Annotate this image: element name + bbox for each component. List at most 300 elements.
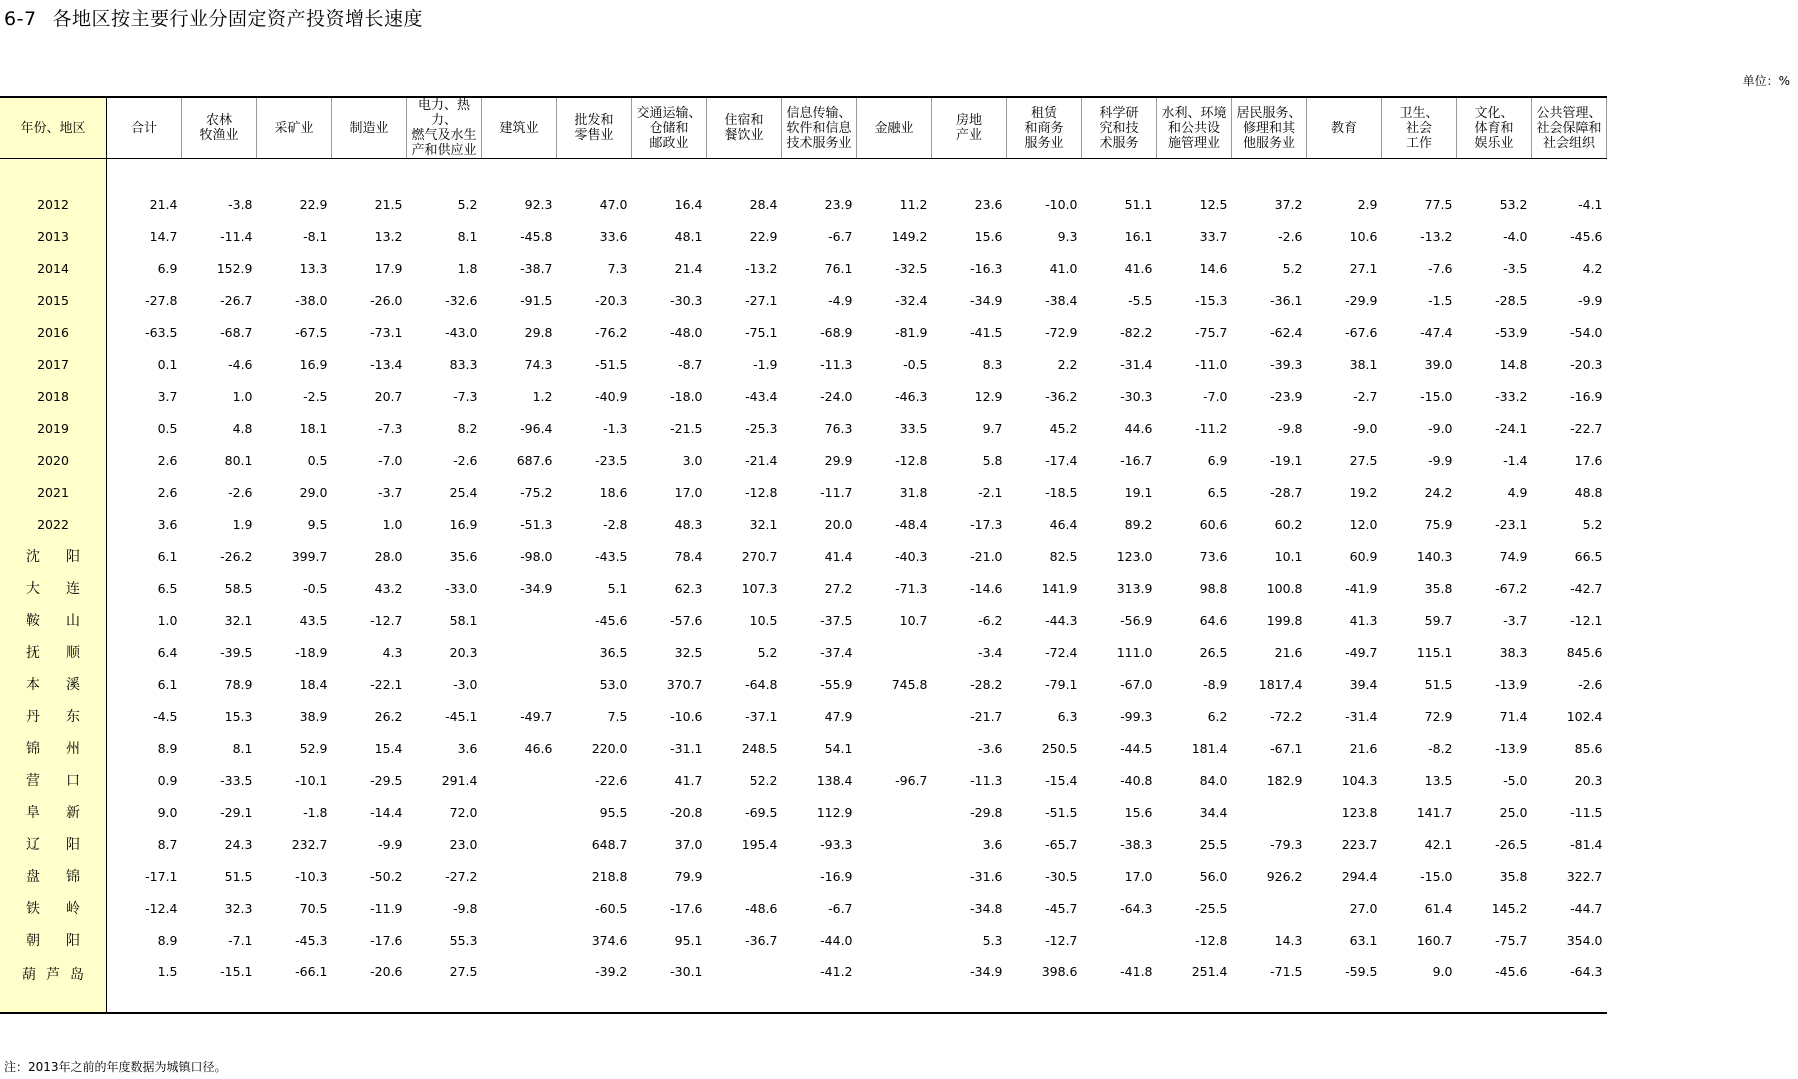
table-cell: 8.7 bbox=[157, 836, 178, 852]
table-cell: 58.1 bbox=[449, 612, 478, 628]
table-cell: 98.8 bbox=[1199, 580, 1228, 596]
table-cell: 47.9 bbox=[824, 708, 853, 724]
column-header-line: 合计 bbox=[130, 120, 157, 136]
table-cell: -7.3 bbox=[453, 388, 478, 404]
table-cell: 34.4 bbox=[1199, 804, 1228, 820]
table-cell: 14.7 bbox=[149, 228, 178, 244]
table-cell: -40.9 bbox=[595, 388, 628, 404]
table-cell: 10.5 bbox=[749, 612, 778, 628]
table-cell: 9.0 bbox=[157, 804, 178, 820]
table-cell: -8.1 bbox=[303, 228, 328, 244]
row-label: 2019 bbox=[0, 412, 107, 444]
footnote: 注：2013年之前的年度数据为城镇口径。 bbox=[4, 1060, 227, 1074]
table-cell: 60.2 bbox=[1274, 516, 1303, 532]
table-cell: 39.0 bbox=[1424, 356, 1453, 372]
table-cell: -71.3 bbox=[895, 580, 928, 596]
row-label: 辽阳 bbox=[0, 828, 107, 860]
table-cell: 48.3 bbox=[674, 516, 703, 532]
table-cell: -45.3 bbox=[295, 932, 328, 948]
table-row bbox=[0, 220, 1607, 252]
table-cell: -28.2 bbox=[970, 676, 1003, 692]
row-label: 抚顺 bbox=[0, 636, 107, 668]
table-cell: -32.5 bbox=[895, 260, 928, 276]
column-header bbox=[782, 97, 857, 159]
table-cell: -18.5 bbox=[1045, 484, 1078, 500]
table-cell: -31.1 bbox=[670, 740, 703, 756]
table-cell: 926.2 bbox=[1266, 868, 1303, 884]
table-cell: -31.4 bbox=[1345, 708, 1378, 724]
column-header-line: 居民服务、 bbox=[1236, 105, 1302, 121]
table-cell: 123.8 bbox=[1341, 804, 1378, 820]
table-cell: 45.2 bbox=[1049, 420, 1078, 436]
table-cell: 4.3 bbox=[382, 644, 403, 660]
table-cell: -75.7 bbox=[1495, 932, 1528, 948]
spacer-cell bbox=[1457, 159, 1532, 189]
table-cell: 22.9 bbox=[299, 196, 328, 212]
table-cell: 19.1 bbox=[1124, 484, 1153, 500]
table-cell: -41.8 bbox=[1082, 956, 1157, 1013]
table-cell: -13.2 bbox=[745, 260, 778, 276]
table-cell: -40.3 bbox=[895, 548, 928, 564]
row-label: 2021 bbox=[0, 476, 107, 508]
row-label: 2016 bbox=[0, 316, 107, 348]
table-cell: 11.2 bbox=[899, 196, 928, 212]
table-cell: -11.9 bbox=[370, 900, 403, 916]
table-cell: -26.0 bbox=[370, 292, 403, 308]
table-cell: -67.0 bbox=[1120, 676, 1153, 692]
spacer-cell bbox=[1307, 159, 1382, 189]
table-cell: 2.2 bbox=[1057, 356, 1078, 372]
table-cell: -56.9 bbox=[1120, 612, 1153, 628]
table-cell: 140.3 bbox=[1416, 548, 1453, 564]
column-header bbox=[707, 97, 782, 159]
table-cell: 5.2 bbox=[1582, 516, 1603, 532]
table-cell: 18.4 bbox=[299, 676, 328, 692]
table-cell: 13.2 bbox=[374, 228, 403, 244]
table-cell: -3.0 bbox=[453, 676, 478, 692]
table-row bbox=[0, 732, 1607, 764]
table-cell: 374.6 bbox=[591, 932, 628, 948]
table-cell: -33.5 bbox=[220, 772, 253, 788]
column-header-line: 社会 bbox=[1405, 120, 1432, 136]
table-cell: 79.9 bbox=[674, 868, 703, 884]
table-cell: -79.3 bbox=[1270, 836, 1303, 852]
spacer-cell bbox=[557, 159, 632, 189]
table-cell: -0.5 bbox=[303, 580, 328, 596]
table-cell: 14.6 bbox=[1199, 260, 1228, 276]
table-cell: 8.1 bbox=[457, 228, 478, 244]
table-cell: 199.8 bbox=[1266, 612, 1303, 628]
table-cell: 26.2 bbox=[374, 708, 403, 724]
column-header bbox=[1157, 97, 1232, 159]
table-cell: 10.1 bbox=[1274, 548, 1303, 564]
table-cell: 27.0 bbox=[1349, 900, 1378, 916]
column-header bbox=[1382, 97, 1457, 159]
table-cell: -7.0 bbox=[1203, 388, 1228, 404]
table-cell: -2.6 bbox=[1278, 228, 1303, 244]
table-cell: -29.9 bbox=[1345, 292, 1378, 308]
table-row bbox=[0, 252, 1607, 284]
table-cell: -53.9 bbox=[1495, 324, 1528, 340]
table-cell: 112.9 bbox=[816, 804, 853, 820]
table-cell: -75.2 bbox=[520, 484, 553, 500]
table-cell: 16.9 bbox=[449, 516, 478, 532]
table-row bbox=[0, 508, 1607, 540]
table-cell: -60.5 bbox=[595, 900, 628, 916]
table-cell: -39.3 bbox=[1270, 356, 1303, 372]
table-cell: 32.3 bbox=[224, 900, 253, 916]
table-cell: 74.9 bbox=[1499, 548, 1528, 564]
table-cell: -5.5 bbox=[1128, 292, 1153, 308]
table-cell: 76.3 bbox=[824, 420, 853, 436]
table-cell: 6.1 bbox=[157, 676, 178, 692]
table-cell bbox=[857, 732, 932, 764]
table-cell: -12.1 bbox=[1570, 612, 1603, 628]
table-cell: -21.5 bbox=[670, 420, 703, 436]
column-header-line: 和公共设 bbox=[1167, 120, 1220, 136]
table-cell: 58.5 bbox=[224, 580, 253, 596]
spacer-cell bbox=[0, 159, 107, 189]
table-cell: 6.5 bbox=[1207, 484, 1228, 500]
table-cell: 44.6 bbox=[1124, 420, 1153, 436]
table-cell: -8.7 bbox=[678, 356, 703, 372]
table-cell: -11.3 bbox=[820, 356, 853, 372]
column-header-line: 零售业 bbox=[574, 128, 614, 143]
table-cell: -51.5 bbox=[1045, 804, 1078, 820]
table-cell: 52.9 bbox=[299, 740, 328, 756]
table-cell: 8.1 bbox=[232, 740, 253, 756]
table-cell: 63.1 bbox=[1349, 932, 1378, 948]
table-cell: 53.2 bbox=[1499, 196, 1528, 212]
page-title bbox=[4, 4, 423, 31]
table-cell: 294.4 bbox=[1341, 868, 1378, 884]
table-cell: 1.2 bbox=[532, 388, 553, 404]
table-cell: 100.8 bbox=[1266, 580, 1303, 596]
column-header bbox=[1082, 97, 1157, 159]
table-cell: -45.6 bbox=[1570, 228, 1603, 244]
table-cell: -73.1 bbox=[370, 324, 403, 340]
column-header-line: 文化、 bbox=[1474, 105, 1514, 121]
row-label: 2018 bbox=[0, 380, 107, 412]
table-cell: 62.3 bbox=[674, 580, 703, 596]
table-cell: 2.9 bbox=[1357, 196, 1378, 212]
table-cell bbox=[857, 892, 932, 924]
row-label: 阜新 bbox=[0, 796, 107, 828]
table-title-text: 各地区按主要行业分固定资产投资增长速度 bbox=[52, 8, 424, 30]
table-cell: 145.2 bbox=[1491, 900, 1528, 916]
table-cell: 1.0 bbox=[232, 388, 253, 404]
table-cell: -81.4 bbox=[1570, 836, 1603, 852]
column-header bbox=[557, 97, 632, 159]
column-header-line: 软件和信息 bbox=[786, 120, 852, 136]
table-cell: -37.4 bbox=[820, 644, 853, 660]
table-cell bbox=[482, 636, 557, 668]
table-cell: -29.1 bbox=[220, 804, 253, 820]
table-cell: 32.5 bbox=[674, 644, 703, 660]
table-cell: -30.3 bbox=[1120, 388, 1153, 404]
table-row bbox=[0, 668, 1607, 700]
table-cell: 55.3 bbox=[449, 932, 478, 948]
table-cell: 0.1 bbox=[157, 356, 178, 372]
table-cell: 25.5 bbox=[1199, 836, 1228, 852]
table-cell: -48.0 bbox=[670, 324, 703, 340]
table-cell: 73.6 bbox=[1199, 548, 1228, 564]
row-label: 铁岭 bbox=[0, 892, 107, 924]
table-cell bbox=[482, 828, 557, 860]
table-cell: -18.0 bbox=[670, 388, 703, 404]
table-cell: -72.9 bbox=[1045, 324, 1078, 340]
table-cell: 6.9 bbox=[1207, 452, 1228, 468]
spacer-cell bbox=[332, 159, 407, 189]
table-cell: -9.8 bbox=[1278, 420, 1303, 436]
table-cell: -72.4 bbox=[1045, 644, 1078, 660]
column-header-line: 修理和其 bbox=[1242, 120, 1295, 136]
table-cell: 21.4 bbox=[674, 260, 703, 276]
table-cell: -67.1 bbox=[1270, 740, 1303, 756]
table-cell: 21.6 bbox=[1349, 740, 1378, 756]
table-cell: 232.7 bbox=[291, 836, 328, 852]
table-cell: -46.3 bbox=[895, 388, 928, 404]
table-row bbox=[0, 284, 1607, 316]
table-row bbox=[0, 188, 1607, 220]
table-cell: -76.2 bbox=[595, 324, 628, 340]
table-cell: 152.9 bbox=[216, 260, 253, 276]
table-cell: -75.7 bbox=[1195, 324, 1228, 340]
table-cell: 29.9 bbox=[824, 452, 853, 468]
column-header-line: 他服务业 bbox=[1242, 135, 1295, 151]
table-cell: 95.1 bbox=[674, 932, 703, 948]
table-cell: -64.8 bbox=[745, 676, 778, 692]
table-cell: 6.9 bbox=[157, 260, 178, 276]
table-cell: -12.4 bbox=[145, 900, 178, 916]
table-cell: -29.8 bbox=[970, 804, 1003, 820]
table-cell: 218.8 bbox=[591, 868, 628, 884]
column-header bbox=[1532, 97, 1607, 159]
table-cell: -17.3 bbox=[970, 516, 1003, 532]
table-cell: -36.7 bbox=[745, 932, 778, 948]
table-cell bbox=[857, 924, 932, 956]
table-cell: -28.5 bbox=[1495, 292, 1528, 308]
row-label: 2012 bbox=[0, 188, 107, 220]
table-cell: -12.8 bbox=[895, 452, 928, 468]
table-cell: -55.9 bbox=[820, 676, 853, 692]
table-cell: 138.4 bbox=[816, 772, 853, 788]
table-cell: -36.2 bbox=[1045, 388, 1078, 404]
table-cell: 64.6 bbox=[1199, 612, 1228, 628]
table-cell: 648.7 bbox=[591, 836, 628, 852]
table-cell: 123.0 bbox=[1116, 548, 1153, 564]
table-cell: 12.5 bbox=[1199, 196, 1228, 212]
table-cell: -10.6 bbox=[670, 708, 703, 724]
table-cell: -62.4 bbox=[1270, 324, 1303, 340]
table-cell: 7.5 bbox=[607, 708, 628, 724]
table-cell: -99.3 bbox=[1120, 708, 1153, 724]
table-cell: -30.5 bbox=[1045, 868, 1078, 884]
table-cell: 160.7 bbox=[1416, 932, 1453, 948]
table-cell: -20.6 bbox=[332, 956, 407, 1013]
table-cell bbox=[482, 956, 557, 1013]
table-cell: -22.7 bbox=[1570, 420, 1603, 436]
table-cell: -20.3 bbox=[595, 292, 628, 308]
table-cell: 1.5 bbox=[107, 956, 182, 1013]
table-cell: 4.2 bbox=[1582, 260, 1603, 276]
spacer-cell bbox=[932, 159, 1007, 189]
table-cell: -96.7 bbox=[895, 772, 928, 788]
table-cell: 1.0 bbox=[382, 516, 403, 532]
table-cell: -11.3 bbox=[970, 772, 1003, 788]
table-cell: 56.0 bbox=[1199, 868, 1228, 884]
table-cell bbox=[857, 828, 932, 860]
table-cell: -3.4 bbox=[978, 644, 1003, 660]
table-cell: -44.0 bbox=[820, 932, 853, 948]
table-cell: 13.3 bbox=[299, 260, 328, 276]
table-cell: 6.2 bbox=[1207, 708, 1228, 724]
table-cell: -8.2 bbox=[1428, 740, 1453, 756]
table-cell: -64.3 bbox=[1532, 956, 1607, 1013]
table-cell: 3.6 bbox=[982, 836, 1003, 852]
table-cell: -37.1 bbox=[745, 708, 778, 724]
column-header-line: 娱乐业 bbox=[1474, 135, 1514, 151]
table-cell: 23.9 bbox=[824, 196, 853, 212]
table-cell: 7.3 bbox=[607, 260, 628, 276]
table-cell: -23.9 bbox=[1270, 388, 1303, 404]
table-cell: -16.9 bbox=[1570, 388, 1603, 404]
table-cell: 48.1 bbox=[674, 228, 703, 244]
table-cell: -9.0 bbox=[1428, 420, 1453, 436]
column-header-region bbox=[0, 97, 107, 159]
table-cell: -38.3 bbox=[1120, 836, 1153, 852]
table-cell: -11.5 bbox=[1570, 804, 1603, 820]
table-cell: 5.2 bbox=[757, 644, 778, 660]
table-cell: 5.1 bbox=[607, 580, 628, 596]
column-header bbox=[1457, 97, 1532, 159]
table-cell: -67.5 bbox=[295, 324, 328, 340]
table-cell: 149.2 bbox=[891, 228, 928, 244]
table-row bbox=[0, 700, 1607, 732]
table-cell: 8.9 bbox=[157, 740, 178, 756]
table-cell: 27.5 bbox=[407, 956, 482, 1013]
table-cell: -39.2 bbox=[557, 956, 632, 1013]
table-cell: -2.8 bbox=[603, 516, 628, 532]
table-cell: -2.5 bbox=[303, 388, 328, 404]
table-cell bbox=[857, 700, 932, 732]
row-label: 2020 bbox=[0, 444, 107, 476]
table-cell bbox=[482, 764, 557, 796]
table-cell: 53.0 bbox=[599, 676, 628, 692]
table-cell: -38.0 bbox=[295, 292, 328, 308]
column-header-line: 产和供应业 bbox=[411, 143, 477, 158]
table-cell bbox=[857, 796, 932, 828]
table-cell: -10.1 bbox=[295, 772, 328, 788]
table-cell: -7.0 bbox=[378, 452, 403, 468]
table-cell: 38.3 bbox=[1499, 644, 1528, 660]
table-cell: 74.3 bbox=[524, 356, 553, 372]
table-cell: 24.3 bbox=[224, 836, 253, 852]
column-header-line: 术服务 bbox=[1099, 135, 1139, 151]
table-cell: 25.4 bbox=[449, 484, 478, 500]
table-cell: -44.3 bbox=[1045, 612, 1078, 628]
table-row bbox=[0, 348, 1607, 380]
column-header-line: 工作 bbox=[1405, 135, 1432, 151]
table-cell: 17.9 bbox=[374, 260, 403, 276]
table-cell: -51.3 bbox=[520, 516, 553, 532]
table-cell: 250.5 bbox=[1041, 740, 1078, 756]
table-row bbox=[0, 892, 1607, 924]
table-cell: -67.2 bbox=[1495, 580, 1528, 596]
spacer-cell bbox=[107, 159, 182, 189]
row-label: 2017 bbox=[0, 348, 107, 380]
table-cell: -14.6 bbox=[970, 580, 1003, 596]
table-cell: -12.7 bbox=[1045, 932, 1078, 948]
column-header-line: 房地 bbox=[955, 113, 982, 128]
table-cell: 29.8 bbox=[524, 324, 553, 340]
table-cell: 16.1 bbox=[1124, 228, 1153, 244]
table-cell: 9.7 bbox=[982, 420, 1003, 436]
column-header-line: 年份、地区 bbox=[20, 120, 86, 136]
table-cell: 9.3 bbox=[1057, 228, 1078, 244]
table-cell: -7.1 bbox=[228, 932, 253, 948]
table-cell: -37.5 bbox=[820, 612, 853, 628]
table-cell: -79.1 bbox=[1045, 676, 1078, 692]
table-cell: 17.6 bbox=[1574, 452, 1603, 468]
table-cell: 20.3 bbox=[449, 644, 478, 660]
table-cell: 59.7 bbox=[1424, 612, 1453, 628]
table-cell: 33.5 bbox=[899, 420, 928, 436]
table-cell: 21.4 bbox=[149, 196, 178, 212]
column-header bbox=[857, 97, 932, 159]
table-cell: -6.2 bbox=[978, 612, 1003, 628]
column-header-line: 科学研 bbox=[1099, 105, 1139, 121]
table-cell: -3.7 bbox=[378, 484, 403, 500]
table-cell: 41.0 bbox=[1049, 260, 1078, 276]
table-cell: 52.2 bbox=[749, 772, 778, 788]
table-cell: -29.5 bbox=[370, 772, 403, 788]
table-cell: -34.9 bbox=[970, 292, 1003, 308]
table-cell bbox=[482, 892, 557, 924]
table-cell: 43.5 bbox=[299, 612, 328, 628]
row-label: 盘锦 bbox=[0, 860, 107, 892]
spacer-cell bbox=[257, 159, 332, 189]
table-cell: -38.4 bbox=[1045, 292, 1078, 308]
table-cell: -93.3 bbox=[820, 836, 853, 852]
table-cell: 46.6 bbox=[524, 740, 553, 756]
table-row bbox=[0, 412, 1607, 444]
table-cell: 60.6 bbox=[1199, 516, 1228, 532]
table-cell: -45.1 bbox=[445, 708, 478, 724]
table-cell: -5.0 bbox=[1503, 772, 1528, 788]
table-cell: 251.4 bbox=[1157, 956, 1232, 1013]
table-cell: -41.2 bbox=[782, 956, 857, 1013]
table-cell: 6.1 bbox=[157, 548, 178, 564]
table-cell: 27.5 bbox=[1349, 452, 1378, 468]
table-cell: -1.5 bbox=[1428, 292, 1453, 308]
table-cell: -7.3 bbox=[378, 420, 403, 436]
column-header-line: 交通运输、 bbox=[636, 105, 702, 121]
table-cell: 26.5 bbox=[1199, 644, 1228, 660]
column-header-line: 采矿业 bbox=[274, 120, 314, 136]
spacer-cell bbox=[407, 159, 482, 189]
table-cell: -43.4 bbox=[745, 388, 778, 404]
table-cell: 41.3 bbox=[1349, 612, 1378, 628]
table-cell: -40.8 bbox=[1120, 772, 1153, 788]
table-row bbox=[0, 540, 1607, 572]
table-cell: -6.7 bbox=[828, 900, 853, 916]
table-cell: 25.0 bbox=[1499, 804, 1528, 820]
table-cell: 20.0 bbox=[824, 516, 853, 532]
table-cell: -68.7 bbox=[220, 324, 253, 340]
table-cell: 4.8 bbox=[232, 420, 253, 436]
row-label: 锦州 bbox=[0, 732, 107, 764]
